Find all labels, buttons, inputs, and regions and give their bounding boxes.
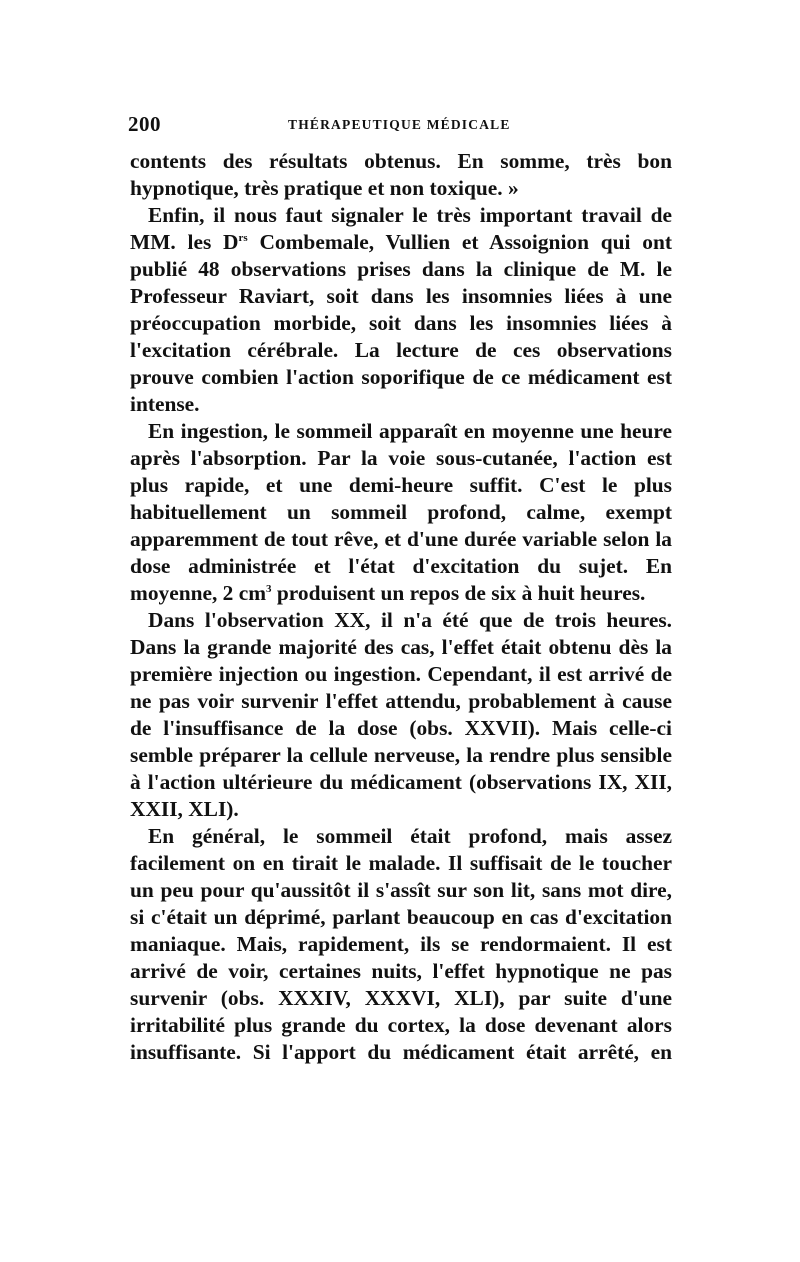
book-page [130, 112, 672, 1066]
page-number: 200 [128, 112, 161, 136]
body-text [130, 148, 672, 1066]
superscript: 3 [266, 583, 272, 595]
paragraph-text: Dans l'observation XX, il n'a été que de trois heures. Dans la grande majorité des cas, l'effet était obtenu dès la première injection ou ingestion. Cependant, il est arrivé de ne pas voir survenir l'effet attendu, probablement à cause de l'insuffisance de la dose (obs. XXVII). Mais celle-ci semble préparer la cellule nerveuse, la rendre plus sensible à l'action ultérieure du médicament (observations IX, XII, XXII, XLI). [130, 608, 672, 821]
paragraph-1 [130, 148, 672, 202]
running-title: THÉRAPEUTIQUE MÉDICALE [288, 117, 511, 132]
paragraph-text: contents des résultats obtenus. En somme, très bon hypnotique, très pratique et non toxique. » [130, 149, 672, 200]
paragraph-text: En général, le sommeil était profond, mais assez facilement on en tirait le malade. Il suffisait de le toucher un peu pour qu'aussitôt il s'assît sur son lit, sans mot dire, si c'était un déprimé, parlant beaucoup en cas d'excitation maniaque. Mais, rapidement, ils se rendormaient. Il est arrivé de voir, certaines nuits, l'effet hypnotique ne pas survenir (obs. XXXIV, XXXVI, XLI), par suite d'une irritabilité plus grande du cortex, la dose devenant alors insuffisante. Si l'apport du médicament était arrêté, en [130, 824, 672, 1064]
running-head [130, 112, 672, 142]
paragraph-text: Enfin, il nous faut signaler le très important travail de MM. les D [130, 203, 672, 254]
paragraph-4 [130, 607, 672, 823]
paragraph-text: En ingestion, le sommeil apparaît en moyenne une heure après l'absorption. Par la voie sous-cutanée, l'action est plus rapide, et une demi-heure suffit. C'est le plus habituellement un sommeil profond, calme, exempt apparemment de tout rêve, et d'une durée variable selon la dose administrée et l'état d'excitation du sujet. En moyenne, 2 cm [130, 419, 672, 605]
paragraph-text: produisent un repos de six à huit heures. [271, 581, 646, 605]
paragraph-text: Combemale, Vullien et Assoignion qui ont publié 48 observations prises dans la clinique de M. le Professeur Raviart, soit dans les insomnies liées à une préoccupation morbide, soit dans les insomnies liées à l'excitation cérébrale. La lecture de ces observations prouve combien l'action soporifique de ce médicament est intense. [130, 230, 672, 416]
paragraph-5 [130, 823, 672, 1066]
superscript: rs [238, 232, 248, 244]
paragraph-3 [130, 418, 672, 607]
paragraph-2 [130, 202, 672, 418]
